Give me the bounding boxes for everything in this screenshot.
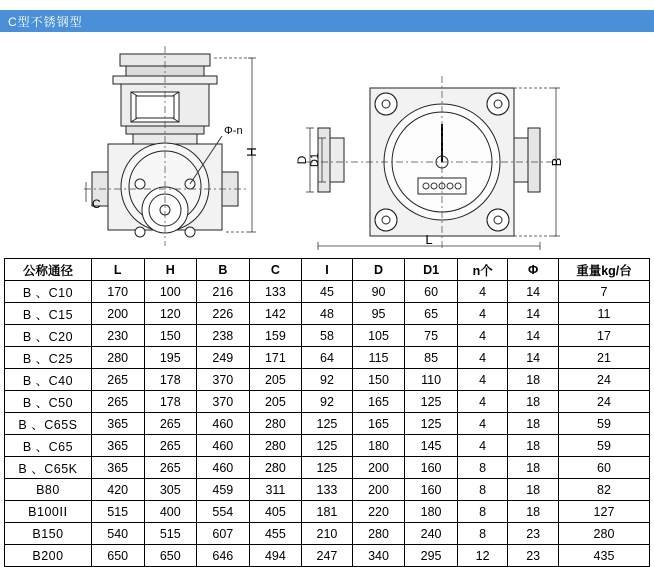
label-right-D: D [295,155,309,165]
cell-D1: 145 [405,435,458,457]
table-row [5,325,650,347]
spec-table [4,258,650,567]
cell-n: 4 [457,413,508,435]
cell-B: 554 [197,501,250,523]
cell-C: 280 [249,435,302,457]
cell-C: 205 [249,391,302,413]
cell-C: 280 [249,457,302,479]
cell-D: 200 [352,479,405,501]
col-header-0: 公称通径 [5,259,92,281]
cell-weight: 11 [558,303,649,325]
cell-L: 265 [91,369,144,391]
cell-C: 133 [249,281,302,303]
cell-B: 646 [197,545,250,567]
cell-D: 180 [352,435,405,457]
cell-phi: 23 [508,545,559,567]
cell-n: 4 [457,325,508,347]
title-bar [0,10,654,32]
cell-n: 4 [457,391,508,413]
cell-model: B150 [5,523,92,545]
drawing-svg [0,32,654,254]
label-left-H: H [244,147,259,157]
cell-H: 400 [144,501,197,523]
cell-D: 150 [352,369,405,391]
cell-model: B 、C15 [5,303,92,325]
cell-H: 515 [144,523,197,545]
table-row [5,281,650,303]
cell-B: 459 [197,479,250,501]
cell-D1: 180 [405,501,458,523]
cell-C: 311 [249,479,302,501]
cell-model: B 、C65S [5,413,92,435]
cell-model: B 、C50 [5,391,92,413]
cell-I: 125 [302,435,353,457]
table-row [5,347,650,369]
cell-L: 265 [91,391,144,413]
col-header-7: D1 [405,259,458,281]
cell-D1: 125 [405,391,458,413]
cell-I: 92 [302,391,353,413]
cell-D1: 160 [405,479,458,501]
cell-n: 8 [457,523,508,545]
col-header-1: L [91,259,144,281]
cell-phi: 23 [508,523,559,545]
cell-phi: 18 [508,479,559,501]
col-header-2: H [144,259,197,281]
cell-D: 90 [352,281,405,303]
cell-H: 265 [144,413,197,435]
cell-L: 365 [91,435,144,457]
cell-H: 178 [144,391,197,413]
cell-H: 265 [144,435,197,457]
cell-C: 159 [249,325,302,347]
cell-B: 226 [197,303,250,325]
cell-I: 48 [302,303,353,325]
cell-D1: 160 [405,457,458,479]
cell-B: 249 [197,347,250,369]
cell-weight: 60 [558,457,649,479]
cell-H: 195 [144,347,197,369]
cell-L: 200 [91,303,144,325]
page-title: C型不锈钢型 [8,14,83,29]
cell-I: 247 [302,545,353,567]
col-header-4: C [249,259,302,281]
cell-weight: 7 [558,281,649,303]
label-phi-n: Φ-n [224,125,243,137]
cell-C: 455 [249,523,302,545]
cell-D: 280 [352,523,405,545]
cell-model: B200 [5,545,92,567]
cell-model: B 、C40 [5,369,92,391]
cell-phi: 14 [508,347,559,369]
cell-D1: 125 [405,413,458,435]
cell-C: 142 [249,303,302,325]
col-header-6: D [352,259,405,281]
cell-H: 650 [144,545,197,567]
cell-D: 165 [352,413,405,435]
cell-C: 171 [249,347,302,369]
cell-B: 460 [197,435,250,457]
cell-C: 494 [249,545,302,567]
cell-n: 4 [457,435,508,457]
cell-D: 200 [352,457,405,479]
cell-I: 210 [302,523,353,545]
cell-B: 460 [197,457,250,479]
cell-model: B80 [5,479,92,501]
cell-D: 95 [352,303,405,325]
cell-weight: 82 [558,479,649,501]
cell-H: 100 [144,281,197,303]
cell-model: B 、C25 [5,347,92,369]
table-row [5,457,650,479]
table-header-row [5,259,650,281]
cell-n: 4 [457,347,508,369]
cell-I: 181 [302,501,353,523]
cell-C: 405 [249,501,302,523]
cell-L: 365 [91,413,144,435]
technical-drawing [0,32,654,254]
label-right-B: B [549,157,564,167]
cell-D1: 65 [405,303,458,325]
cell-phi: 18 [508,501,559,523]
cell-B: 216 [197,281,250,303]
cell-D: 220 [352,501,405,523]
cell-H: 120 [144,303,197,325]
cell-phi: 18 [508,457,559,479]
cell-model: B 、C65K [5,457,92,479]
cell-D1: 240 [405,523,458,545]
cell-n: 12 [457,545,508,567]
table-row [5,391,650,413]
cell-I: 64 [302,347,353,369]
cell-D: 105 [352,325,405,347]
cell-n: 8 [457,457,508,479]
cell-B: 370 [197,391,250,413]
cell-H: 150 [144,325,197,347]
cell-D1: 295 [405,545,458,567]
cell-weight: 21 [558,347,649,369]
cell-I: 125 [302,413,353,435]
cell-L: 365 [91,457,144,479]
cell-H: 178 [144,369,197,391]
cell-n: 8 [457,479,508,501]
cell-D: 340 [352,545,405,567]
table-row [5,523,650,545]
cell-model: B100ⅠⅠ [5,501,92,523]
cell-phi: 18 [508,435,559,457]
cell-weight: 435 [558,545,649,567]
cell-H: 265 [144,457,197,479]
cell-L: 420 [91,479,144,501]
cell-L: 230 [91,325,144,347]
col-header-8: n个 [457,259,508,281]
cell-model: B 、C10 [5,281,92,303]
col-header-5: I [302,259,353,281]
cell-model: B 、C20 [5,325,92,347]
col-header-10: 重量kg/台 [558,259,649,281]
cell-C: 280 [249,413,302,435]
table-row [5,545,650,567]
label-right-L: L [425,232,433,247]
cell-weight: 59 [558,413,649,435]
cell-weight: 280 [558,523,649,545]
cell-n: 4 [457,369,508,391]
cell-H: 305 [144,479,197,501]
cell-weight: 24 [558,391,649,413]
cell-L: 540 [91,523,144,545]
cell-I: 125 [302,457,353,479]
cell-L: 170 [91,281,144,303]
cell-D1: 60 [405,281,458,303]
cell-D1: 85 [405,347,458,369]
cell-L: 515 [91,501,144,523]
cell-weight: 59 [558,435,649,457]
table-row [5,303,650,325]
cell-D: 165 [352,391,405,413]
cell-D1: 110 [405,369,458,391]
cell-phi: 14 [508,281,559,303]
label-left-C: C [92,197,101,211]
cell-n: 8 [457,501,508,523]
cell-phi: 14 [508,325,559,347]
table-row [5,501,650,523]
cell-I: 58 [302,325,353,347]
label-right-D1: D1 [309,152,321,168]
cell-I: 133 [302,479,353,501]
table-row [5,435,650,457]
cell-phi: 18 [508,391,559,413]
cell-model: B 、C65 [5,435,92,457]
cell-phi: 18 [508,413,559,435]
spec-table-wrap [4,258,650,567]
cell-B: 238 [197,325,250,347]
cell-D1: 75 [405,325,458,347]
table-row [5,479,650,501]
cell-I: 92 [302,369,353,391]
col-header-3: B [197,259,250,281]
cell-weight: 127 [558,501,649,523]
cell-D: 115 [352,347,405,369]
cell-C: 205 [249,369,302,391]
col-header-9: Φ [508,259,559,281]
table-row [5,413,650,435]
cell-phi: 18 [508,369,559,391]
cell-B: 370 [197,369,250,391]
cell-n: 4 [457,281,508,303]
cell-n: 4 [457,303,508,325]
cell-B: 460 [197,413,250,435]
cell-B: 607 [197,523,250,545]
cell-I: 45 [302,281,353,303]
cell-weight: 24 [558,369,649,391]
cell-L: 650 [91,545,144,567]
table-row [5,369,650,391]
cell-weight: 17 [558,325,649,347]
cell-phi: 14 [508,303,559,325]
cell-L: 280 [91,347,144,369]
